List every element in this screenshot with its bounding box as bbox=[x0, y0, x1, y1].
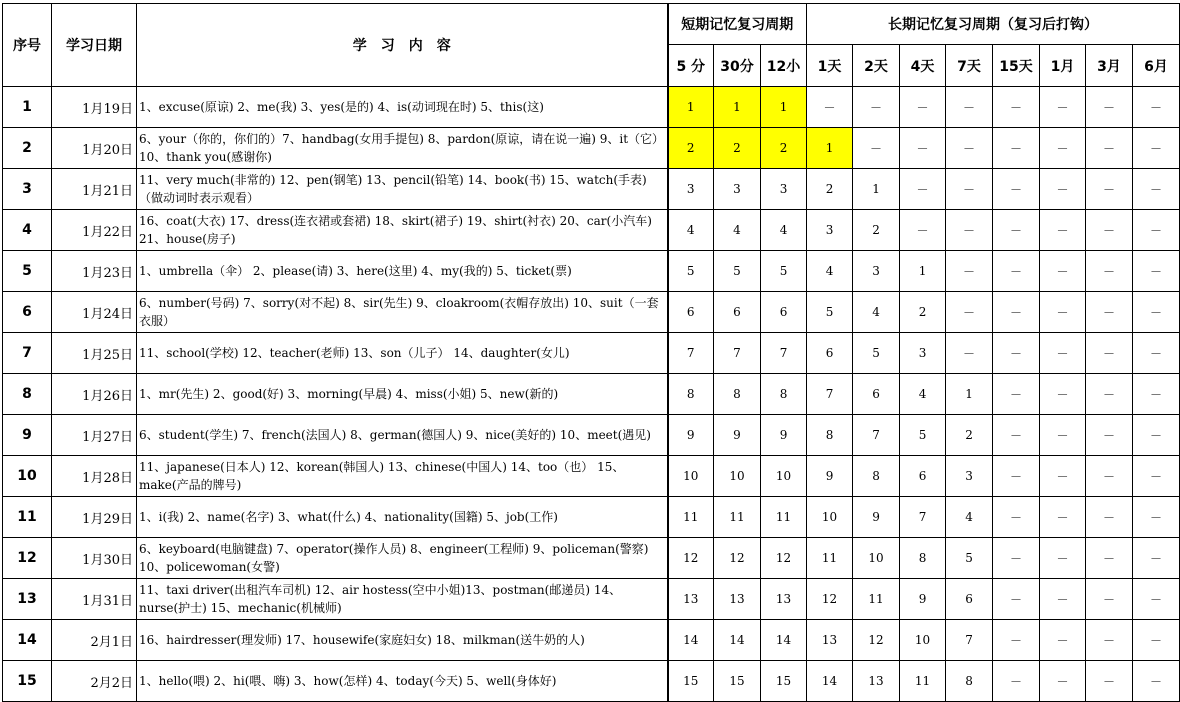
long-review-cell[interactable]: － bbox=[1086, 415, 1133, 456]
row-index: 10 bbox=[3, 456, 52, 497]
long-review-cell[interactable]: － bbox=[993, 661, 1040, 702]
row-index: 9 bbox=[3, 415, 52, 456]
row-content-text: 6、your（你的，你们的）7、handbag(女用手提包) 8、pardon(原谅，请在说一遍) 9、it（它）10、thank you(感谢你) bbox=[139, 132, 665, 164]
long-review-cell[interactable]: 5 bbox=[853, 333, 900, 374]
long-review-cell[interactable]: － bbox=[1040, 620, 1086, 661]
short-review-cell[interactable]: 2 bbox=[714, 128, 761, 169]
short-review-cell[interactable]: 14 bbox=[668, 620, 714, 661]
review-schedule-table bbox=[2, 3, 1180, 702]
row-content-text: 6、keyboard(电脑键盘) 7、operator(操作人员) 8、engineer(工程师) 9、policeman(警察) 10、policewoman(女警) bbox=[139, 542, 649, 574]
short-review-cell[interactable]: 11 bbox=[714, 497, 761, 538]
long-review-cell[interactable]: － bbox=[1086, 374, 1133, 415]
long-review-cell[interactable]: － bbox=[946, 210, 993, 251]
long-review-cell[interactable]: － bbox=[1133, 579, 1180, 620]
long-review-cell[interactable]: 2 bbox=[946, 415, 993, 456]
long-review-cell[interactable]: － bbox=[900, 128, 946, 169]
row-date: 1月26日 bbox=[52, 374, 137, 415]
table-row bbox=[3, 128, 1180, 169]
long-review-cell[interactable]: － bbox=[1040, 415, 1086, 456]
short-review-cell[interactable]: 9 bbox=[714, 415, 761, 456]
long-review-cell[interactable]: － bbox=[900, 87, 946, 128]
short-review-cell[interactable]: 9 bbox=[668, 415, 714, 456]
row-date: 1月31日 bbox=[52, 579, 137, 620]
long-review-cell[interactable]: － bbox=[993, 374, 1040, 415]
short-review-cell[interactable]: 10 bbox=[668, 456, 714, 497]
header-short-term: 短期记忆复习周期 bbox=[668, 4, 807, 45]
row-date: 1月30日 bbox=[52, 538, 137, 579]
short-review-cell[interactable]: 13 bbox=[714, 579, 761, 620]
header-long-col: 3月 bbox=[1086, 45, 1133, 87]
short-review-cell[interactable]: 1 bbox=[714, 87, 761, 128]
long-review-cell[interactable]: － bbox=[1086, 210, 1133, 251]
long-review-cell[interactable]: － bbox=[1133, 169, 1180, 210]
short-review-cell[interactable]: 15 bbox=[761, 661, 807, 702]
long-review-cell[interactable]: 4 bbox=[946, 497, 993, 538]
long-review-cell[interactable]: 6 bbox=[946, 579, 993, 620]
row-content bbox=[137, 661, 668, 702]
long-review-cell[interactable]: 3 bbox=[853, 251, 900, 292]
short-review-cell[interactable]: 12 bbox=[668, 538, 714, 579]
long-review-cell[interactable]: － bbox=[853, 128, 900, 169]
row-date: 1月19日 bbox=[52, 87, 137, 128]
long-review-cell[interactable]: － bbox=[1040, 292, 1086, 333]
short-review-cell[interactable]: 7 bbox=[714, 333, 761, 374]
row-content bbox=[137, 292, 668, 333]
row-date: 1月25日 bbox=[52, 333, 137, 374]
long-review-cell[interactable]: － bbox=[1133, 538, 1180, 579]
short-review-cell[interactable]: 14 bbox=[761, 620, 807, 661]
long-review-cell[interactable]: － bbox=[993, 128, 1040, 169]
long-review-cell[interactable]: － bbox=[993, 415, 1040, 456]
header-long-col: 4天 bbox=[900, 45, 946, 87]
short-review-cell[interactable]: 5 bbox=[761, 251, 807, 292]
row-content-text: 11、japanese(日本人) 12、korean(韩国人) 13、chinese(中国人) 14、too（也） 15、make(产品的牌号) bbox=[139, 460, 625, 492]
long-review-cell[interactable]: － bbox=[993, 620, 1040, 661]
header-long-col: 15天 bbox=[993, 45, 1040, 87]
row-content-text: 1、umbrella（伞） 2、please(请) 3、here(这里) 4、my(我的) 5、ticket(票) bbox=[139, 264, 572, 278]
short-review-cell[interactable]: 9 bbox=[761, 415, 807, 456]
long-review-cell[interactable]: 11 bbox=[853, 579, 900, 620]
long-review-cell[interactable]: － bbox=[1040, 579, 1086, 620]
long-review-cell[interactable]: 13 bbox=[807, 620, 853, 661]
long-review-cell[interactable]: － bbox=[1040, 538, 1086, 579]
long-review-cell[interactable]: 7 bbox=[853, 415, 900, 456]
long-review-cell[interactable]: 9 bbox=[853, 497, 900, 538]
table-row bbox=[3, 169, 1180, 210]
short-review-cell[interactable]: 8 bbox=[714, 374, 761, 415]
short-review-cell[interactable]: 1 bbox=[761, 87, 807, 128]
short-review-cell[interactable]: 3 bbox=[761, 169, 807, 210]
short-review-cell[interactable]: 7 bbox=[668, 333, 714, 374]
long-review-cell[interactable]: － bbox=[946, 169, 993, 210]
long-review-cell[interactable]: － bbox=[946, 87, 993, 128]
row-content bbox=[137, 497, 668, 538]
long-review-cell[interactable]: － bbox=[1086, 661, 1133, 702]
header-short-col: 12小 bbox=[761, 45, 807, 87]
long-review-cell[interactable]: 4 bbox=[900, 374, 946, 415]
short-review-cell[interactable]: 5 bbox=[714, 251, 761, 292]
short-review-cell[interactable]: 8 bbox=[668, 374, 714, 415]
long-review-cell[interactable]: 10 bbox=[900, 620, 946, 661]
long-review-cell[interactable]: 12 bbox=[853, 620, 900, 661]
long-review-cell[interactable]: － bbox=[946, 251, 993, 292]
row-content bbox=[137, 538, 668, 579]
long-review-cell[interactable]: － bbox=[1133, 456, 1180, 497]
long-review-cell[interactable]: 7 bbox=[946, 620, 993, 661]
short-review-cell[interactable]: 10 bbox=[761, 456, 807, 497]
long-review-cell[interactable]: － bbox=[1040, 456, 1086, 497]
long-review-cell[interactable]: 8 bbox=[853, 456, 900, 497]
long-review-cell[interactable]: － bbox=[1133, 87, 1180, 128]
long-review-cell[interactable]: － bbox=[993, 210, 1040, 251]
long-review-cell[interactable]: － bbox=[993, 579, 1040, 620]
short-review-cell[interactable]: 13 bbox=[668, 579, 714, 620]
long-review-cell[interactable]: 6 bbox=[853, 374, 900, 415]
short-review-cell[interactable]: 11 bbox=[761, 497, 807, 538]
table-row bbox=[3, 661, 1180, 702]
long-review-cell[interactable]: － bbox=[1040, 210, 1086, 251]
short-review-cell[interactable]: 13 bbox=[761, 579, 807, 620]
header-date: 学习日期 bbox=[52, 4, 137, 87]
row-date: 1月24日 bbox=[52, 292, 137, 333]
row-date: 1月28日 bbox=[52, 456, 137, 497]
long-review-cell[interactable]: － bbox=[1133, 497, 1180, 538]
long-review-cell[interactable]: 11 bbox=[807, 538, 853, 579]
long-review-cell[interactable]: 1 bbox=[807, 128, 853, 169]
long-review-cell[interactable]: － bbox=[946, 333, 993, 374]
row-content bbox=[137, 415, 668, 456]
table-row bbox=[3, 620, 1180, 661]
short-review-cell[interactable]: 6 bbox=[668, 292, 714, 333]
long-review-cell[interactable]: 4 bbox=[853, 292, 900, 333]
long-review-cell[interactable]: － bbox=[853, 87, 900, 128]
long-review-cell[interactable]: － bbox=[1040, 497, 1086, 538]
long-review-cell[interactable]: － bbox=[1040, 251, 1086, 292]
short-review-cell[interactable]: 5 bbox=[668, 251, 714, 292]
table-row bbox=[3, 456, 1180, 497]
table-row bbox=[3, 292, 1180, 333]
short-review-cell[interactable]: 11 bbox=[668, 497, 714, 538]
row-index: 5 bbox=[3, 251, 52, 292]
row-index: 2 bbox=[3, 128, 52, 169]
long-review-cell[interactable]: － bbox=[993, 456, 1040, 497]
row-date: 2月2日 bbox=[52, 661, 137, 702]
long-review-cell[interactable]: － bbox=[1040, 333, 1086, 374]
short-review-cell[interactable]: 12 bbox=[714, 538, 761, 579]
header-short-col: 5 分 bbox=[668, 45, 714, 87]
row-content bbox=[137, 333, 668, 374]
long-review-cell[interactable]: 5 bbox=[900, 415, 946, 456]
long-review-cell[interactable]: 13 bbox=[853, 661, 900, 702]
long-review-cell[interactable]: 8 bbox=[900, 538, 946, 579]
row-index: 13 bbox=[3, 579, 52, 620]
long-review-cell[interactable]: － bbox=[807, 87, 853, 128]
long-review-cell[interactable]: － bbox=[1086, 169, 1133, 210]
long-review-cell[interactable]: － bbox=[993, 292, 1040, 333]
table-row bbox=[3, 374, 1180, 415]
row-content-text: 11、school(学校) 12、teacher(老师) 13、son（儿子） 14、daughter(女儿) bbox=[139, 346, 570, 360]
long-review-cell[interactable]: 1 bbox=[853, 169, 900, 210]
long-review-cell[interactable]: 3 bbox=[807, 210, 853, 251]
row-index: 15 bbox=[3, 661, 52, 702]
long-review-cell[interactable]: 2 bbox=[853, 210, 900, 251]
long-review-cell[interactable]: 10 bbox=[853, 538, 900, 579]
long-review-cell[interactable]: － bbox=[946, 292, 993, 333]
long-review-cell[interactable]: 7 bbox=[900, 497, 946, 538]
table-row bbox=[3, 210, 1180, 251]
row-content-text: 6、number(号码) 7、sorry(对不起) 8、sir(先生) 9、cloakroom(衣帽存放出) 10、suit（一套衣服） bbox=[139, 296, 659, 328]
row-index: 1 bbox=[3, 87, 52, 128]
row-index: 3 bbox=[3, 169, 52, 210]
long-review-cell[interactable]: 4 bbox=[807, 251, 853, 292]
long-review-cell[interactable]: － bbox=[993, 87, 1040, 128]
table-row bbox=[3, 538, 1180, 579]
long-review-cell[interactable]: － bbox=[1040, 169, 1086, 210]
long-review-cell[interactable]: － bbox=[1086, 579, 1133, 620]
short-review-cell[interactable]: 3 bbox=[668, 169, 714, 210]
header-index: 序号 bbox=[3, 4, 52, 87]
long-review-cell[interactable]: 2 bbox=[807, 169, 853, 210]
long-review-cell[interactable]: 12 bbox=[807, 579, 853, 620]
row-date: 2月1日 bbox=[52, 620, 137, 661]
long-review-cell[interactable]: － bbox=[993, 169, 1040, 210]
long-review-cell[interactable]: － bbox=[1086, 620, 1133, 661]
long-review-cell[interactable]: － bbox=[1133, 333, 1180, 374]
row-index: 7 bbox=[3, 333, 52, 374]
row-date: 1月27日 bbox=[52, 415, 137, 456]
short-review-cell[interactable]: 1 bbox=[668, 87, 714, 128]
header-long-col: 6月 bbox=[1133, 45, 1180, 87]
long-review-cell[interactable]: 1 bbox=[946, 374, 993, 415]
long-review-cell[interactable]: － bbox=[900, 169, 946, 210]
row-content-text: 6、student(学生) 7、french(法国人) 8、german(德国人) 9、nice(美好的) 10、meet(遇见) bbox=[139, 428, 651, 442]
short-review-cell[interactable]: 2 bbox=[761, 128, 807, 169]
short-review-cell[interactable]: 8 bbox=[761, 374, 807, 415]
long-review-cell[interactable]: － bbox=[1040, 128, 1086, 169]
table-row bbox=[3, 333, 1180, 374]
row-date: 1月21日 bbox=[52, 169, 137, 210]
long-review-cell[interactable]: 8 bbox=[946, 661, 993, 702]
long-review-cell[interactable]: 6 bbox=[807, 333, 853, 374]
row-content-text: 16、hairdresser(理发师) 17、housewife(家庭妇女) 18、milkman(送牛奶的人) bbox=[139, 633, 585, 647]
header-long-col: 2天 bbox=[853, 45, 900, 87]
header-short-col: 30分 bbox=[714, 45, 761, 87]
header-long-col: 1月 bbox=[1040, 45, 1086, 87]
long-review-cell[interactable]: － bbox=[1086, 333, 1133, 374]
long-review-cell[interactable]: － bbox=[1133, 415, 1180, 456]
short-review-cell[interactable]: 10 bbox=[714, 456, 761, 497]
long-review-cell[interactable]: － bbox=[993, 538, 1040, 579]
short-review-cell[interactable]: 3 bbox=[714, 169, 761, 210]
long-review-cell[interactable]: 8 bbox=[807, 415, 853, 456]
table-row bbox=[3, 87, 1180, 128]
short-review-cell[interactable]: 4 bbox=[668, 210, 714, 251]
long-review-cell[interactable]: 2 bbox=[900, 292, 946, 333]
row-content-text: 11、taxi driver(出租汽车司机) 12、air hostess(空中小姐)13、postman(邮递员) 14、nurse(护士) 15、mechanic(机械师) bbox=[139, 583, 622, 615]
row-content-text: 1、hello(喂) 2、hi(喂、嗨) 3、how(怎样) 4、today(今天) 5、well(身体好) bbox=[139, 674, 557, 688]
row-index: 4 bbox=[3, 210, 52, 251]
long-review-cell[interactable]: － bbox=[1040, 661, 1086, 702]
long-review-cell[interactable]: － bbox=[1133, 292, 1180, 333]
row-content bbox=[137, 169, 668, 210]
long-review-cell[interactable]: 5 bbox=[807, 292, 853, 333]
short-review-cell[interactable]: 6 bbox=[714, 292, 761, 333]
row-content-text: 1、excuse(原谅) 2、me(我) 3、yes(是的) 4、is(动词现在时) 5、this(这) bbox=[139, 100, 544, 114]
long-review-cell[interactable]: － bbox=[1086, 292, 1133, 333]
long-review-cell[interactable]: － bbox=[1133, 620, 1180, 661]
long-review-cell[interactable]: 1 bbox=[900, 251, 946, 292]
short-review-cell[interactable]: 14 bbox=[714, 620, 761, 661]
long-review-cell[interactable]: － bbox=[1133, 374, 1180, 415]
long-review-cell[interactable]: － bbox=[1086, 128, 1133, 169]
short-review-cell[interactable]: 2 bbox=[668, 128, 714, 169]
row-date: 1月20日 bbox=[52, 128, 137, 169]
header-long-col: 1天 bbox=[807, 45, 853, 87]
row-content-text: 16、coat(大衣) 17、dress(连衣裙或套裙) 18、skirt(裙子) 19、shirt(衬衣) 20、car(小汽车) 21、house(房子) bbox=[139, 214, 652, 246]
row-index: 6 bbox=[3, 292, 52, 333]
header-long-col: 7天 bbox=[946, 45, 993, 87]
long-review-cell[interactable]: 5 bbox=[946, 538, 993, 579]
row-date: 1月22日 bbox=[52, 210, 137, 251]
long-review-cell[interactable]: 14 bbox=[807, 661, 853, 702]
row-content-text: 1、mr(先生) 2、good(好) 3、morning(早晨) 4、miss(小姐) 5、new(新的) bbox=[139, 387, 559, 401]
row-content bbox=[137, 456, 668, 497]
table-row bbox=[3, 251, 1180, 292]
long-review-cell[interactable]: － bbox=[1086, 456, 1133, 497]
row-date: 1月29日 bbox=[52, 497, 137, 538]
row-content bbox=[137, 374, 668, 415]
row-content bbox=[137, 87, 668, 128]
long-review-cell[interactable]: 9 bbox=[900, 579, 946, 620]
long-review-cell[interactable]: － bbox=[1133, 210, 1180, 251]
long-review-cell[interactable]: － bbox=[1086, 497, 1133, 538]
long-review-cell[interactable]: － bbox=[1086, 251, 1133, 292]
long-review-cell[interactable]: － bbox=[1133, 128, 1180, 169]
long-review-cell[interactable]: － bbox=[1086, 538, 1133, 579]
row-content bbox=[137, 251, 668, 292]
row-date: 1月23日 bbox=[52, 251, 137, 292]
long-review-cell[interactable]: － bbox=[1040, 374, 1086, 415]
short-review-cell[interactable]: 15 bbox=[714, 661, 761, 702]
row-index: 11 bbox=[3, 497, 52, 538]
header-long-term: 长期记忆复习周期（复习后打钩） bbox=[807, 4, 1180, 45]
long-review-cell[interactable]: 6 bbox=[900, 456, 946, 497]
long-review-cell[interactable]: 3 bbox=[900, 333, 946, 374]
long-review-cell[interactable]: － bbox=[1133, 251, 1180, 292]
long-review-cell[interactable]: － bbox=[993, 333, 1040, 374]
long-review-cell[interactable]: － bbox=[993, 251, 1040, 292]
long-review-cell[interactable]: － bbox=[1086, 87, 1133, 128]
long-review-cell[interactable]: 10 bbox=[807, 497, 853, 538]
row-content bbox=[137, 620, 668, 661]
long-review-cell[interactable]: － bbox=[1040, 87, 1086, 128]
short-review-cell[interactable]: 7 bbox=[761, 333, 807, 374]
short-review-cell[interactable]: 4 bbox=[714, 210, 761, 251]
row-index: 12 bbox=[3, 538, 52, 579]
long-review-cell[interactable]: 3 bbox=[946, 456, 993, 497]
short-review-cell[interactable]: 15 bbox=[668, 661, 714, 702]
long-review-cell[interactable]: － bbox=[993, 497, 1040, 538]
long-review-cell[interactable]: 7 bbox=[807, 374, 853, 415]
row-content bbox=[137, 210, 668, 251]
row-content-text: 1、i(我) 2、name(名字) 3、what(什么) 4、nationality(国籍) 5、job(工作) bbox=[139, 510, 558, 524]
table-row bbox=[3, 415, 1180, 456]
long-review-cell[interactable]: 11 bbox=[900, 661, 946, 702]
row-content-text: 11、very much(非常的) 12、pen(钢笔) 13、pencil(铅笔) 14、book(书) 15、watch(手表)（做动词时表示观看） bbox=[139, 173, 647, 205]
row-index: 8 bbox=[3, 374, 52, 415]
short-review-cell[interactable]: 4 bbox=[761, 210, 807, 251]
long-review-cell[interactable]: － bbox=[900, 210, 946, 251]
row-content bbox=[137, 579, 668, 620]
table-row bbox=[3, 579, 1180, 620]
short-review-cell[interactable]: 6 bbox=[761, 292, 807, 333]
long-review-cell[interactable]: － bbox=[1133, 661, 1180, 702]
header-content: 学 习 内 容 bbox=[137, 4, 668, 87]
long-review-cell[interactable]: 9 bbox=[807, 456, 853, 497]
long-review-cell[interactable]: － bbox=[946, 128, 993, 169]
row-content bbox=[137, 128, 668, 169]
row-index: 14 bbox=[3, 620, 52, 661]
short-review-cell[interactable]: 12 bbox=[761, 538, 807, 579]
table-row bbox=[3, 497, 1180, 538]
